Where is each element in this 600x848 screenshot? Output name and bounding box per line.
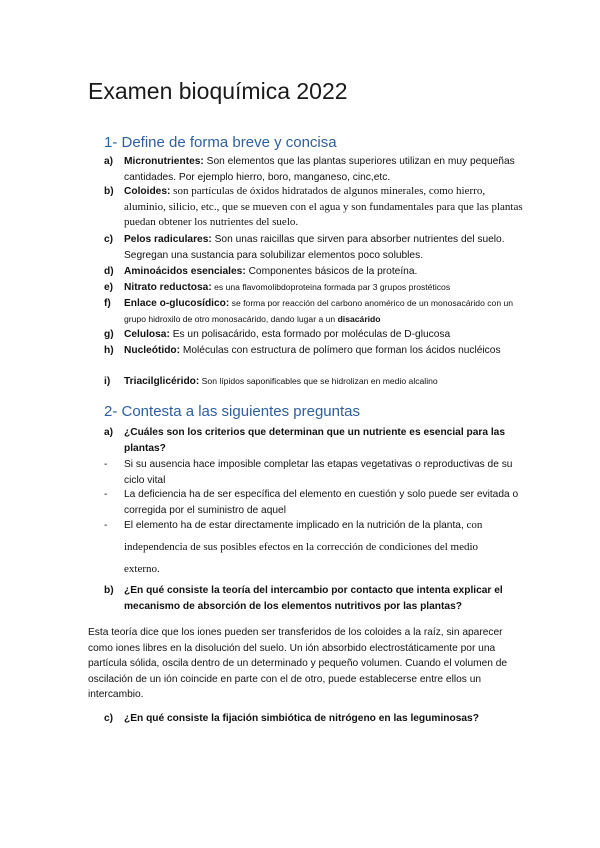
- definition-item: [104, 264, 524, 280]
- item-marker: d): [104, 266, 114, 277]
- item-text: es una flavomolibdoproteina formada par 3 grupos prostéticos: [211, 282, 451, 292]
- item-marker: e): [104, 282, 114, 293]
- item-text: Es un polisacárido, esta formado por moléculas de D-glucosa: [169, 329, 451, 340]
- question-text: ¿Cuáles son los criterios que determinan que un nutriente es esencial para las plantas?: [124, 427, 506, 454]
- bullet-text-serif: independencia de sus posibles efectos en la corrección de condiciones del medio: [124, 541, 479, 553]
- item-marker: b): [104, 186, 114, 197]
- section-1-heading: 1- Define de forma breve y concisa: [104, 134, 337, 151]
- section-2-heading: 2- Contesta a las siguientes preguntas: [104, 403, 360, 420]
- bullet-text-serif: con: [463, 519, 483, 531]
- item-text: se forma por reacción del carbono anomérico de un monosacárido con un grupo hidroxilo de otro monosacárido, dando lugar a un: [124, 298, 514, 324]
- item-marker: g): [104, 329, 114, 340]
- definition-item: [104, 154, 524, 186]
- definition-item: [104, 280, 524, 296]
- item-text: Son unas raicillas que sirven para absorber nutrientes del suelo. Segregan una sustancia para solubilizar elementos poco solubles.: [124, 234, 505, 261]
- item-marker: h): [104, 345, 114, 356]
- item-text: Son elementos que las plantas superiores utilizan en muy pequeñas cantidades. Por ejemplo hierro, boro, manganeso, cinc,etc.: [124, 156, 515, 183]
- definition-item: [104, 327, 524, 343]
- item-term: Aminoácidos esenciales:: [124, 266, 246, 277]
- item-text-bold: disacárido: [337, 313, 381, 324]
- question-marker: b): [104, 585, 114, 596]
- item-text: Moléculas con estructura de polímero que forman los ácidos nucléicos: [180, 345, 501, 356]
- item-term: Nitrato reductosa:: [124, 282, 212, 293]
- item-text: Son lípidos saponificables que se hidrolizan en medio alcalino: [199, 376, 438, 386]
- item-marker: a): [104, 156, 114, 167]
- question-b: [104, 583, 524, 615]
- bullet-marker: -: [104, 459, 108, 470]
- list-item: [104, 518, 524, 578]
- item-term: Coloides:: [124, 186, 171, 197]
- bullet-marker: -: [104, 520, 108, 531]
- bullet-text: La deficiencia ha de ser específica del elemento en cuestión y solo puede ser evitada o corregida por el suministro de aquel: [124, 489, 519, 516]
- item-term: Micronutrientes:: [124, 156, 204, 167]
- question-a: [104, 425, 524, 457]
- bullet-text-serif: externo.: [124, 563, 160, 575]
- answer-paragraph: Esta teoría dice que los iones pueden ser transferidos de los coloides a la raíz, sin aparecer como iones libres en la disolución del suelo. Un ión absorbido electrostáticamente por una partícula sólida, oscila dentro de un determinado y pequeño volumen. Cuando el volumen de oscilación de un ión coincide en parte con el de otro, puede establecerse entre ellos un intercambio.: [88, 627, 508, 700]
- definition-item: [104, 296, 524, 328]
- question-text: ¿En qué consiste la teoría del intercambio por contacto que intenta explicar el mecanismo de absorción de los elementos nutritivos por las plantas?: [124, 585, 503, 612]
- item-term: Pelos radiculares:: [124, 234, 212, 245]
- item-text: Componentes básicos de la proteína.: [245, 266, 418, 277]
- item-marker: c): [104, 234, 114, 245]
- definition-item: [104, 343, 524, 375]
- definition-item: [104, 374, 524, 390]
- item-term: Enlace o-glucosídico:: [124, 298, 230, 309]
- bullet-marker: -: [104, 489, 108, 500]
- list-item: [104, 487, 524, 519]
- question-text: ¿En qué consiste la fijación simbiótica de nitrógeno en las leguminosas?: [124, 713, 479, 724]
- item-term: Nucleótido:: [124, 345, 181, 356]
- question-c: [104, 711, 524, 727]
- list-item: [104, 457, 524, 489]
- item-term: Triacilglicérido:: [124, 376, 200, 387]
- item-term: Celulosa:: [124, 329, 170, 340]
- definition-item: [104, 232, 524, 264]
- document-title: Examen bioquímica 2022: [88, 78, 348, 104]
- question-marker: c): [104, 713, 114, 724]
- bullet-text: El elemento ha de estar directamente implicado en la nutrición de la planta,: [124, 520, 464, 531]
- bullet-text: Si su ausencia hace imposible completar las etapas vegetativas o reproductivas de su ciclo vital: [124, 459, 513, 486]
- question-marker: a): [104, 427, 114, 438]
- item-marker: i): [104, 376, 111, 387]
- item-marker: f): [104, 298, 111, 309]
- item-text: son partículas de óxidos hidratados de algunos minerales, como hierro, aluminio, silicio, etc., que se mueven con el agua y son fundamentales para que las plantas puedan obtener los nutrientes del suelo.: [124, 185, 523, 228]
